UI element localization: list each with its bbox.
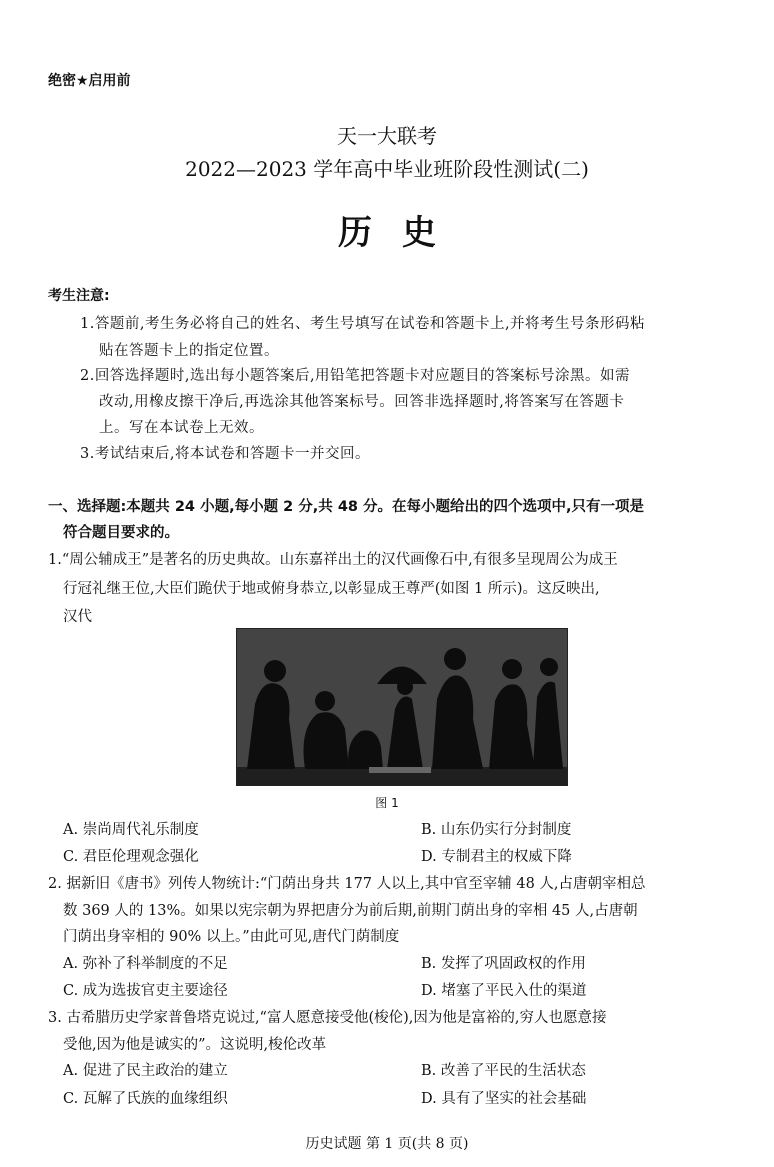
q3-option-a[interactable]: A. 促进了民主政治的建立 — [63, 1063, 228, 1079]
question-2-line: 2. 据新旧《唐书》列传人物统计:“门荫出身共 177 人以上,其中官至宰辅 48 人,占唐朝宰相总 — [48, 876, 646, 892]
section-heading-cont: 符合题目要求的。 — [63, 525, 179, 541]
q1-option-d[interactable]: D. 专制君主的权威下降 — [421, 849, 572, 865]
stone-relief-image — [236, 628, 568, 786]
secret-label: 绝密★启用前 — [48, 73, 131, 89]
q2-option-a[interactable]: A. 弥补了科举制度的不足 — [63, 956, 228, 972]
subject-title: 历史 — [338, 213, 466, 253]
section-heading: 一、选择题:本题共 24 小题,每小题 2 分,共 48 分。在每小题给出的四个选项中,只有一项是 — [48, 499, 645, 515]
q1-option-c[interactable]: C. 君臣伦理观念强化 — [63, 849, 199, 865]
question-1-line: 1.“周公辅成王”是著名的历史典故。山东嘉祥出土的汉代画像石中,有很多呈现周公为成王 — [48, 552, 618, 568]
q2-option-c[interactable]: C. 成为选拔官吏主要途径 — [63, 983, 228, 999]
exam-title: 2022—2023 学年高中毕业班阶段性测试(二) — [185, 157, 589, 181]
notice-heading: 考生注意: — [48, 288, 110, 304]
organization-title: 天一大联考 — [337, 124, 437, 148]
notice-line: 1.答题前,考生务必将自己的姓名、考生号填写在试卷和答题卡上,并将考生号条形码粘 — [80, 316, 646, 332]
question-3-line: 3. 古希腊历史学家普鲁塔克说过,“富人愿意接受他(梭伦),因为他是富裕的,穷人也愿意接 — [48, 1010, 607, 1026]
question-1-line: 行冠礼继王位,大臣们跪伏于地或俯身恭立,以彰显成王尊严(如图 1 所示)。这反映出, — [63, 581, 600, 597]
question-2-line: 门荫出身宰相的 90% 以上。”由此可见,唐代门荫制度 — [63, 929, 400, 945]
figure-caption: 图 1 — [375, 796, 399, 810]
notice-line: 2.回答选择题时,选出每小题答案后,用铅笔把答题卡对应题目的答案标号涂黑。如需 — [80, 368, 631, 384]
notice-line: 贴在答题卡上的指定位置。 — [99, 343, 279, 359]
q2-option-d[interactable]: D. 堵塞了平民入仕的渠道 — [421, 983, 587, 999]
q1-option-a[interactable]: A. 崇尚周代礼乐制度 — [63, 822, 199, 838]
question-1-line: 汉代 — [63, 609, 92, 625]
q2-option-b[interactable]: B. 发挥了巩固政权的作用 — [421, 956, 586, 972]
relief-figures-illustration — [237, 629, 567, 785]
page-footer: 历史试题 第 1 页(共 8 页) — [305, 1136, 469, 1152]
q3-option-d[interactable]: D. 具有了坚实的社会基础 — [421, 1091, 587, 1107]
q3-option-b[interactable]: B. 改善了平民的生活状态 — [421, 1063, 586, 1079]
notice-line: 3.考试结束后,将本试卷和答题卡一并交回。 — [80, 446, 370, 462]
q3-option-c[interactable]: C. 瓦解了氏族的血缘组织 — [63, 1091, 228, 1107]
notice-line: 改动,用橡皮擦干净后,再选涂其他答案标号。回答非选择题时,将答案写在答题卡 — [99, 394, 625, 410]
question-3-line: 受他,因为他是诚实的”。这说明,梭伦改革 — [63, 1037, 327, 1053]
q1-option-b[interactable]: B. 山东仍实行分封制度 — [421, 822, 572, 838]
notice-line: 上。写在本试卷上无效。 — [99, 420, 264, 436]
question-2-line: 数 369 人的 13%。如果以宪宗朝为界把唐分为前后期,前期门荫出身的宰相 45 人,占唐朝 — [63, 903, 638, 919]
